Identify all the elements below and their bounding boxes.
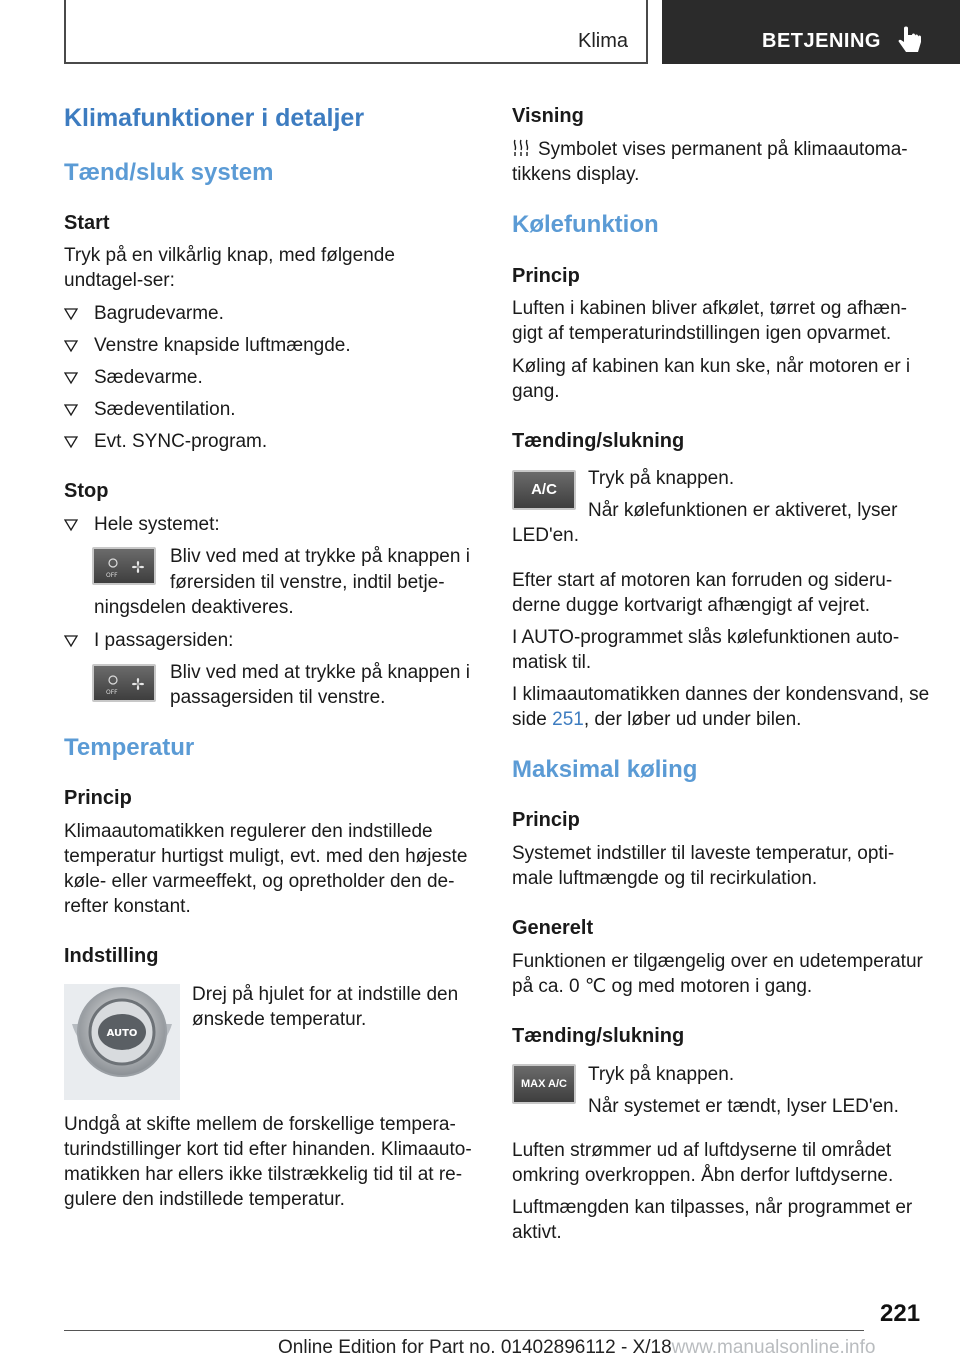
subheading-princip: Princip — [512, 809, 580, 831]
subheading-taending: Tænding/slukning — [512, 430, 685, 452]
list-item — [64, 429, 484, 461]
svg-text:OFF: OFF — [106, 689, 118, 696]
subheading-stop: Stop — [64, 480, 109, 502]
kole-taend-text2b: LED'en. — [512, 525, 580, 546]
triangle-bullet-icon — [64, 628, 78, 653]
list-item — [64, 301, 484, 333]
edition-text: Online Edition for Part no. 01402896112 - X/18 — [278, 1337, 672, 1358]
footer-edition — [278, 1337, 875, 1359]
max-ac-button-label: MAX A/C — [520, 1078, 568, 1090]
triangle-bullet-icon — [64, 512, 78, 537]
knob-label: AUTO — [106, 1028, 138, 1039]
maks-taend-text2: Når systemet er tændt, lyser LED'en. — [588, 1096, 899, 1117]
kole-para2: I AUTO-programmet slås kølefunktionen auto-matisk til. — [512, 627, 900, 673]
page-title: Klimafunktioner i detaljer — [64, 104, 365, 132]
kole-para1: Efter start af motoren kan forruden og sideru-derne dugge kortvarigt afhængigt af vejret. — [512, 570, 893, 616]
visning-text-b: tikkens display. — [512, 164, 640, 185]
kole-taend-text2a: Når kølefunktionen er aktiveret, lyser — [588, 500, 898, 521]
stop-item1-text-a: Bliv ved med at trykke på knappen i — [170, 546, 470, 567]
maks-princip-text: Systemet indstiller til laveste temperatur, opti-male luftmængde og til recirkulation. — [512, 843, 895, 889]
list-item-text: Sædevarme. — [94, 367, 203, 388]
temp-princip-text: Klimaautomatikken regulerer den indstillede temperatur hurtigst muligt, evt. med den højeste køle- eller varmeeffekt, og opretholder den de-refter konstant. — [64, 821, 468, 917]
kole-para3-b — [512, 707, 801, 732]
subheading-start: Start — [64, 212, 110, 234]
watermark-text: www.manualsonline.info — [671, 1337, 876, 1358]
header-section-title: Klima — [577, 30, 628, 52]
kole-para3-post: , der løber ud under bilen. — [583, 709, 802, 730]
page-link-251[interactable]: 251 — [552, 709, 584, 730]
kole-para3-a: I klimaautomatikken dannes der kondensvand, se — [512, 684, 930, 705]
stop-item1-text-b: førersiden til venstre, indtil betje- — [170, 572, 445, 593]
stop-item2-text-b: passagersiden til venstre. — [170, 687, 386, 708]
subheading-princip: Princip — [64, 787, 132, 809]
start-text: Tryk på en vilkårlig knap, med følgende undtagel-ser: — [64, 245, 395, 291]
header-section-box — [64, 0, 648, 64]
header-chapter-box — [662, 0, 960, 64]
temperature-knob-image — [64, 984, 180, 1100]
fan-off-button-image — [92, 664, 156, 702]
subheading-visning: Visning — [512, 105, 584, 127]
triangle-bullet-icon — [64, 429, 78, 454]
stop-item1-text-c: ningsdelen deaktiveres. — [94, 597, 294, 618]
subheading-generelt: Generelt — [512, 917, 594, 939]
svg-text:OFF: OFF — [106, 572, 118, 579]
subheading-princip: Princip — [512, 265, 580, 287]
generelt-text: Funktionen er tilgængelig over en udetemperatur på ca. 0 ℃ og med motoren i gang. — [512, 951, 923, 997]
list-item-text: Hele systemet: — [94, 514, 220, 535]
list-item — [64, 397, 484, 429]
fan-off-icon — [98, 670, 152, 698]
maks-taend-text1: Tryk på knappen. — [588, 1064, 735, 1085]
knob-icon — [64, 984, 180, 1100]
section-heading-maksimal-koling: Maksimal køling — [512, 756, 698, 783]
subheading-indstilling: Indstilling — [64, 945, 159, 967]
kole-princip-text1: Luften i kabinen bliver afkølet, tørret og afhæn-gigt af temperaturindstillingen igen opvarmet. — [512, 298, 907, 344]
footer-divider — [64, 1330, 864, 1331]
triangle-bullet-icon — [64, 301, 78, 326]
start-list — [64, 301, 484, 461]
kole-taend-text1: Tryk på knappen. — [588, 468, 735, 489]
fan-off-button-image — [92, 547, 156, 585]
subheading-taending: Tænding/slukning — [512, 1025, 685, 1047]
page-number: 221 — [880, 1300, 921, 1327]
stop-item2-text-a: Bliv ved med at trykke på knappen i — [170, 662, 470, 683]
kole-princip-text2: Køling af kabinen kan kun ske, når motoren er i gang. — [512, 356, 911, 402]
header-chapter-title: BETJENING — [762, 30, 881, 52]
list-item-text: Bagrudevarme. — [94, 303, 224, 324]
ac-button-label: A/C — [531, 481, 557, 498]
triangle-bullet-icon — [64, 333, 78, 358]
ac-button-image — [512, 470, 576, 510]
max-ac-button-image — [512, 1064, 576, 1104]
hand-pointer-icon — [898, 26, 924, 54]
undga-text: Undgå at skifte mellem de forskellige tempera-turindstillinger kort tid efter hinanden. Klimaauto-matikken har ellers ikke tilstrækkelig tid til at re-gulere den indstillede temperatur. — [64, 1114, 472, 1210]
maks-para1: Luften strømmer ud af luftdyserne til området omkring overkroppen. Åbn derfor luftdyserne. — [512, 1140, 894, 1186]
section-heading-system: Tænd/sluk system — [64, 159, 274, 186]
list-item-text: Sædeventilation. — [94, 399, 236, 420]
section-heading-kolefunktion: Kølefunktion — [512, 211, 659, 238]
list-item — [64, 333, 484, 365]
triangle-bullet-icon — [64, 365, 78, 390]
maks-para2: Luftmængden kan tilpasses, når programmet er aktivt. — [512, 1197, 913, 1243]
list-item-text: I passagersiden: — [94, 630, 234, 651]
list-item — [64, 628, 233, 653]
indstilling-text: Drej på hjulet for at indstille den ønskede temperatur. — [192, 984, 459, 1030]
list-item-text: Evt. SYNC-program. — [94, 431, 268, 452]
triangle-bullet-icon — [64, 397, 78, 422]
section-heading-temperatur: Temperatur — [64, 734, 195, 761]
kole-para3-pre: side — [512, 709, 553, 730]
list-item — [64, 365, 484, 397]
list-item-text: Venstre knapside luftmængde. — [94, 335, 351, 356]
list-item — [64, 512, 220, 537]
fan-off-icon — [98, 553, 152, 581]
visning-text-a: Symbolet vises permanent på klimaautoma- — [538, 139, 908, 160]
cooling-symbol-icon — [512, 138, 530, 160]
